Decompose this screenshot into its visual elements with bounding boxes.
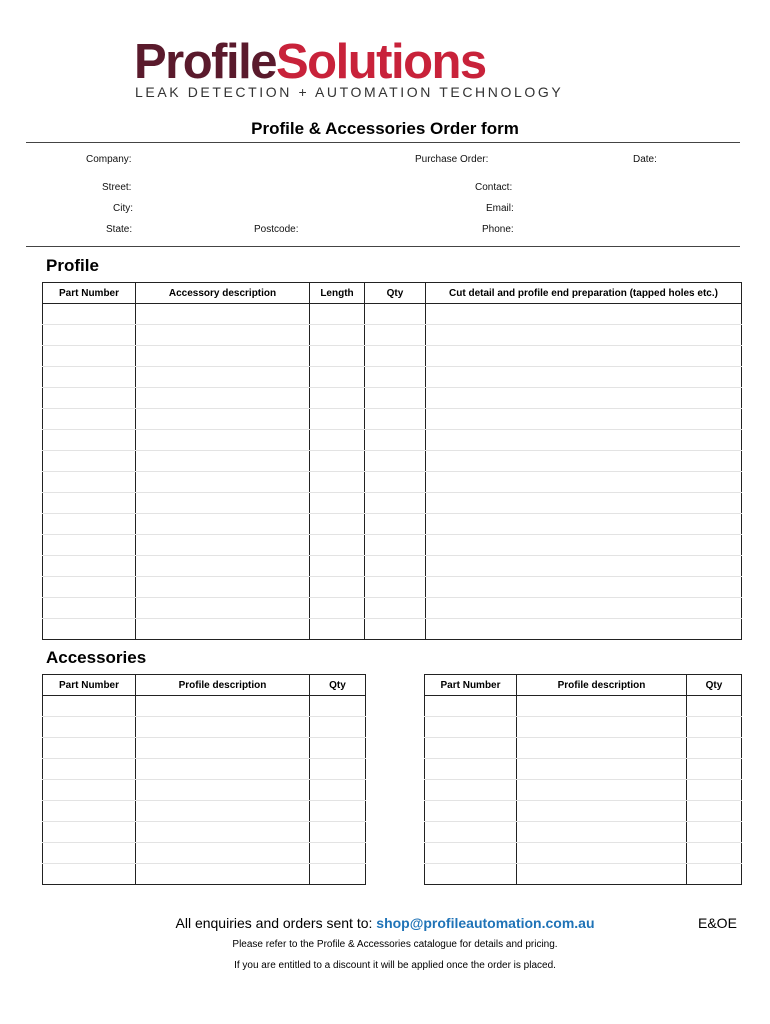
entry-cell[interactable] (310, 556, 365, 577)
contact-label: Contact: (475, 182, 513, 193)
table-row (43, 759, 366, 780)
entry-cell[interactable] (687, 717, 742, 738)
entry-cell[interactable] (425, 801, 517, 822)
eoe-label: E&OE (698, 915, 737, 931)
catalogue-note: Please refer to the Profile & Accessories catalogue for details and pricing. (232, 939, 558, 950)
entry-cell[interactable] (687, 822, 742, 843)
entry-cell[interactable] (517, 780, 687, 801)
entry-cell[interactable] (365, 556, 426, 577)
column-header-accessory-description: Accessory description (136, 283, 310, 304)
entry-cell[interactable] (517, 843, 687, 864)
table-row (425, 864, 742, 885)
entry-cell[interactable] (426, 556, 742, 577)
entry-cell[interactable] (687, 759, 742, 780)
table-row (43, 843, 366, 864)
table-row (43, 619, 742, 640)
entry-cell[interactable] (310, 535, 365, 556)
logo-word-profile: Profile (134, 35, 276, 89)
entry-cell[interactable] (136, 843, 310, 864)
entry-cell[interactable] (136, 801, 310, 822)
entry-cell[interactable] (43, 367, 136, 388)
entry-cell[interactable] (425, 864, 517, 885)
entry-cell[interactable] (425, 780, 517, 801)
entry-cell[interactable] (426, 493, 742, 514)
entry-cell[interactable] (136, 759, 310, 780)
entry-cell[interactable] (310, 780, 366, 801)
column-header-qty: Qty (687, 675, 742, 696)
table-row (43, 577, 742, 598)
accessories-table-right (424, 674, 742, 885)
table-row (43, 822, 366, 843)
logo (134, 35, 486, 89)
entry-cell[interactable] (136, 430, 310, 451)
profile-table-header (43, 283, 742, 304)
entry-cell[interactable] (43, 493, 136, 514)
entry-cell[interactable] (365, 493, 426, 514)
entry-cell[interactable] (426, 472, 742, 493)
entry-cell[interactable] (310, 759, 366, 780)
discount-note: If you are entitled to a discount it will be applied once the order is placed. (234, 960, 556, 971)
entry-cell[interactable] (43, 409, 136, 430)
entry-cell[interactable] (687, 738, 742, 759)
table-row (425, 780, 742, 801)
profile-section-title: Profile (46, 256, 99, 275)
entry-cell[interactable] (426, 535, 742, 556)
entry-cell[interactable] (43, 556, 136, 577)
entry-cell[interactable] (43, 514, 136, 535)
table-row (43, 535, 742, 556)
entry-cell[interactable] (136, 780, 310, 801)
entry-cell[interactable] (426, 619, 742, 640)
entry-cell[interactable] (517, 759, 687, 780)
table-row (425, 759, 742, 780)
table-row (43, 801, 366, 822)
entry-cell[interactable] (310, 388, 365, 409)
table-row (425, 801, 742, 822)
entry-cell[interactable] (310, 843, 366, 864)
entry-cell[interactable] (136, 346, 310, 367)
table-row (43, 738, 366, 759)
entry-cell[interactable] (43, 304, 136, 325)
entry-cell[interactable] (310, 493, 365, 514)
company-label: Company: (86, 154, 132, 165)
entry-cell[interactable] (43, 325, 136, 346)
entry-cell[interactable] (43, 535, 136, 556)
entry-cell[interactable] (136, 325, 310, 346)
entry-cell[interactable] (136, 696, 310, 717)
entry-cell[interactable] (426, 388, 742, 409)
table-row (43, 472, 742, 493)
logo-word-solutions: Solutions (275, 35, 486, 89)
entry-cell[interactable] (426, 577, 742, 598)
table-row (43, 696, 366, 717)
entry-cell[interactable] (43, 451, 136, 472)
table-row (43, 493, 742, 514)
entry-cell[interactable] (426, 598, 742, 619)
entry-cell[interactable] (136, 556, 310, 577)
entry-cell[interactable] (136, 598, 310, 619)
tagline: LEAK DETECTION + AUTOMATION TECHNOLOGY (135, 84, 564, 100)
entry-cell[interactable] (136, 367, 310, 388)
date-label: Date: (633, 154, 657, 165)
entry-cell[interactable] (310, 801, 366, 822)
entry-cell[interactable] (43, 696, 136, 717)
entry-cell[interactable] (310, 409, 365, 430)
accessories-left-header (43, 675, 366, 696)
table-row (43, 388, 742, 409)
entry-cell[interactable] (365, 388, 426, 409)
entry-cell[interactable] (310, 738, 366, 759)
accessories-section-title: Accessories (46, 648, 147, 667)
entry-cell[interactable] (310, 430, 365, 451)
entry-cell[interactable] (310, 514, 365, 535)
entry-cell[interactable] (365, 472, 426, 493)
entry-cell[interactable] (310, 598, 365, 619)
entry-cell[interactable] (136, 864, 310, 885)
entry-cell[interactable] (426, 451, 742, 472)
entry-cell[interactable] (426, 346, 742, 367)
table-row (43, 346, 742, 367)
entry-cell[interactable] (426, 325, 742, 346)
entry-cell[interactable] (365, 514, 426, 535)
table-row (425, 843, 742, 864)
city-label: City: (113, 203, 133, 214)
entry-cell[interactable] (517, 864, 687, 885)
top-divider (26, 142, 740, 143)
entry-cell[interactable] (425, 843, 517, 864)
entry-cell[interactable] (365, 304, 426, 325)
entry-cell[interactable] (425, 822, 517, 843)
table-row (43, 325, 742, 346)
postcode-label: Postcode: (254, 224, 299, 235)
enquiries-text: All enquiries and orders sent to: (175, 915, 373, 931)
entry-cell[interactable] (426, 304, 742, 325)
table-row (43, 598, 742, 619)
table-row (43, 864, 366, 885)
entry-cell[interactable] (687, 864, 742, 885)
entry-cell[interactable] (310, 451, 365, 472)
column-header-qty: Qty (310, 675, 366, 696)
entry-cell[interactable] (136, 619, 310, 640)
purchase-order-label: Purchase Order: (415, 154, 489, 165)
phone-label: Phone: (482, 224, 514, 235)
entry-cell[interactable] (365, 598, 426, 619)
entry-cell[interactable] (310, 577, 365, 598)
table-row (43, 304, 742, 325)
entry-cell[interactable] (43, 759, 136, 780)
entry-cell[interactable] (43, 864, 136, 885)
entry-cell[interactable] (43, 619, 136, 640)
column-header-cut-detail: Cut detail and profile end preparation (tapped holes etc.) (426, 283, 742, 304)
entry-cell[interactable] (43, 843, 136, 864)
entry-cell[interactable] (425, 696, 517, 717)
table-row (425, 717, 742, 738)
column-header-length: Length (310, 283, 365, 304)
entry-cell[interactable] (517, 717, 687, 738)
column-header-qty: Qty (365, 283, 426, 304)
entry-cell[interactable] (365, 577, 426, 598)
entry-cell[interactable] (43, 738, 136, 759)
table-row (43, 556, 742, 577)
entry-cell[interactable] (310, 346, 365, 367)
accessories-right-header (425, 675, 742, 696)
entry-cell[interactable] (687, 801, 742, 822)
column-header-profile-description: Profile description (136, 675, 310, 696)
entry-cell[interactable] (426, 367, 742, 388)
entry-cell[interactable] (136, 472, 310, 493)
entry-cell[interactable] (136, 451, 310, 472)
entry-cell[interactable] (310, 367, 365, 388)
entry-cell[interactable] (310, 717, 366, 738)
table-row (425, 822, 742, 843)
table-row (43, 409, 742, 430)
entry-cell[interactable] (310, 472, 365, 493)
entry-cell[interactable] (310, 619, 365, 640)
entry-cell[interactable] (365, 325, 426, 346)
profile-table (42, 282, 742, 640)
entry-cell[interactable] (425, 759, 517, 780)
entry-cell[interactable] (310, 304, 365, 325)
entry-cell[interactable] (136, 409, 310, 430)
entry-cell[interactable] (43, 598, 136, 619)
entry-cell[interactable] (365, 346, 426, 367)
entry-cell[interactable] (517, 801, 687, 822)
entry-cell[interactable] (136, 514, 310, 535)
entry-cell[interactable] (310, 822, 366, 843)
column-header-part-number: Part Number (43, 283, 136, 304)
form-title: Profile & Accessories Order form (251, 119, 519, 138)
entry-cell[interactable] (43, 472, 136, 493)
column-header-profile-description: Profile description (517, 675, 687, 696)
table-row (43, 367, 742, 388)
entry-cell[interactable] (365, 430, 426, 451)
enquiries-line (0, 915, 770, 931)
table-row (425, 696, 742, 717)
street-label: Street: (102, 182, 132, 193)
table-row (43, 780, 366, 801)
email-label: Email: (486, 203, 514, 214)
entry-cell[interactable] (687, 843, 742, 864)
entry-cell[interactable] (43, 822, 136, 843)
entry-cell[interactable] (136, 493, 310, 514)
entry-cell[interactable] (425, 717, 517, 738)
entry-cell[interactable] (687, 696, 742, 717)
entry-cell[interactable] (365, 451, 426, 472)
entry-cell[interactable] (425, 738, 517, 759)
entry-cell[interactable] (365, 409, 426, 430)
table-row (43, 430, 742, 451)
entry-cell[interactable] (310, 864, 366, 885)
entry-cell[interactable] (43, 801, 136, 822)
entry-cell[interactable] (43, 577, 136, 598)
state-label: State: (106, 224, 133, 235)
entry-cell[interactable] (426, 409, 742, 430)
details-divider (26, 246, 740, 247)
entry-cell[interactable] (517, 822, 687, 843)
column-header-part-number: Part Number (425, 675, 517, 696)
entry-cell[interactable] (43, 346, 136, 367)
entry-cell[interactable] (517, 738, 687, 759)
table-row (425, 738, 742, 759)
entry-cell[interactable] (365, 367, 426, 388)
column-header-part-number: Part Number (43, 675, 136, 696)
table-row (43, 717, 366, 738)
entry-cell[interactable] (136, 577, 310, 598)
entry-cell[interactable] (136, 822, 310, 843)
entry-cell[interactable] (136, 738, 310, 759)
entry-cell[interactable] (43, 780, 136, 801)
entry-cell[interactable] (43, 717, 136, 738)
accessories-table-left (42, 674, 366, 885)
entry-cell[interactable] (365, 535, 426, 556)
entry-cell[interactable] (43, 388, 136, 409)
entry-cell[interactable] (136, 304, 310, 325)
order-email-link[interactable]: shop@profileautomation.com.au (376, 915, 595, 931)
entry-cell[interactable] (517, 696, 687, 717)
entry-cell[interactable] (43, 430, 136, 451)
entry-cell[interactable] (136, 388, 310, 409)
entry-cell[interactable] (365, 619, 426, 640)
entry-cell[interactable] (310, 325, 365, 346)
entry-cell[interactable] (136, 717, 310, 738)
entry-cell[interactable] (426, 430, 742, 451)
table-row (43, 514, 742, 535)
table-row (43, 451, 742, 472)
entry-cell[interactable] (687, 780, 742, 801)
entry-cell[interactable] (426, 514, 742, 535)
entry-cell[interactable] (136, 535, 310, 556)
entry-cell[interactable] (310, 696, 366, 717)
